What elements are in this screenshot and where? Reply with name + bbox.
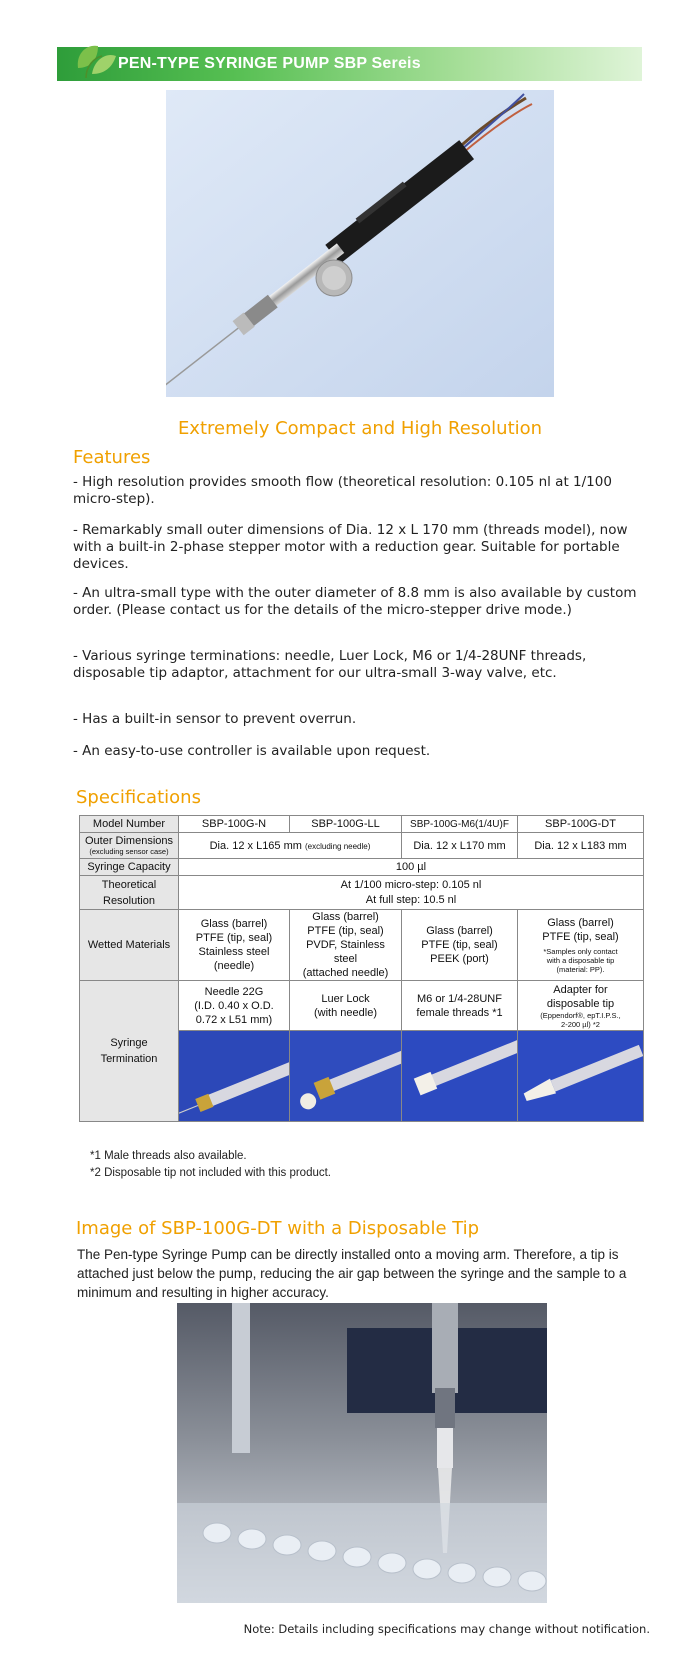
needle-photo-cell (179, 1031, 290, 1122)
termination-line: M6 or 1/4-28UNF (417, 992, 502, 1005)
wetted-line: PVDF, Stainless (306, 939, 385, 951)
outer-dim-note: (excluding needle) (305, 841, 371, 851)
wetted-m6 (402, 910, 518, 981)
wetted-line: Glass (barrel) (200, 918, 268, 930)
wetted-line: Glass (barrel) (312, 911, 379, 923)
termination-dt (518, 981, 644, 1031)
resolution-full: At full step: 10.5 nl (365, 893, 457, 906)
feature-item: - Various syringe terminations: needle, Luer Lock, M6 or 1/4-28UNF threads, disposable tip adaptor, attachment for our ultra-small 3-way valve, etc. (73, 648, 587, 681)
termination-line: female threads *1 (416, 1006, 503, 1019)
label-outer: Outer Dimensions (84, 835, 174, 847)
label-outer-dimensions (80, 833, 179, 859)
table-row (80, 859, 644, 876)
label-termination: Syringe Termination (80, 981, 179, 1122)
feature-item: - Has a built-in sensor to prevent overrun. (73, 711, 357, 727)
threads-termination-photo (402, 1031, 517, 1121)
table-row (80, 816, 644, 833)
wetted-dt (518, 910, 644, 981)
label-capacity: Syringe Capacity (80, 859, 179, 876)
table-row (80, 910, 644, 981)
termination-dt-note: (Eppendorf®, epT.I.P.S., (540, 1010, 621, 1020)
label-wetted: Wetted Materials (80, 910, 179, 981)
model-cell: SBP-100G-M6(1/4U)F (402, 816, 518, 833)
label-outer-sub: (excluding sensor case) (89, 847, 169, 856)
wetted-dt-note: *Samples only contact (543, 947, 618, 956)
mounted-pump-photo (177, 1303, 547, 1603)
tagline: Extremely Compact and High Resolution (177, 418, 543, 439)
capacity-value: 100 µl (179, 859, 644, 876)
termination-line: Needle 22G (204, 985, 264, 998)
specifications-table (79, 815, 644, 1122)
outer-dim-dt: Dia. 12 x L183 mm (518, 833, 644, 859)
syringe-pump-photo (166, 90, 554, 397)
termination-m6 (402, 981, 518, 1031)
termination-line: disposable tip (546, 997, 615, 1010)
model-cell: SBP-100G-DT (518, 816, 644, 833)
wetted-line: PEEK (port) (430, 953, 489, 965)
wetted-ll (290, 910, 402, 981)
wetted-dt-note: (material: PP). (556, 965, 605, 974)
specifications-heading: Specifications (76, 787, 201, 808)
features-heading: Features (73, 447, 151, 468)
table-row (80, 876, 644, 910)
leaf-logo-icon (72, 38, 118, 84)
wetted-line: steel (333, 953, 358, 965)
m6-photo-cell (402, 1031, 518, 1122)
image-section-text: The Pen-type Syringe Pump can be directly installed onto a moving arm. Therefore, a tip is attached just below the pump, reducing the air gap between the syringe and the sample to a minimum and resulting in higher accuracy. (77, 1247, 627, 1300)
wetted-line: (attached needle) (302, 967, 389, 979)
feature-item: - High resolution provides smooth flow (theoretical resolution: 0.105 nl at 1/100 micro-step). (73, 474, 612, 507)
wetted-line: PTFE (tip, seal) (195, 932, 273, 944)
outer-dim-n-ll: Dia. 12 x L165 mm (209, 839, 302, 852)
termination-line: Adapter for (553, 983, 608, 996)
table-row (80, 833, 644, 859)
wetted-n (179, 910, 290, 981)
model-cell: SBP-100G-LL (290, 816, 402, 833)
resolution-cell (179, 876, 644, 910)
disclaimer-note: Note: Details including specifications may change without notification. (243, 1622, 650, 1636)
disposable-tip-termination-photo (518, 1031, 643, 1121)
wetted-line: Glass (barrel) (426, 925, 493, 937)
page-title: PEN-TYPE SYRINGE PUMP SBP Sereis (118, 55, 421, 72)
termination-line: (I.D. 0.40 x O.D. (194, 999, 274, 1012)
termination-ll (290, 981, 402, 1031)
wetted-line: PTFE (tip, seal) (542, 931, 619, 943)
resolution-micro: At 1/100 micro-step: 0.105 nl (340, 878, 482, 891)
termination-line: 0.72 x L51 mm) (195, 1013, 273, 1026)
feature-item: - Remarkably small outer dimensions of Dia. 12 x L 170 mm (threads model), now with a built-in 2-phase stepper motor with a reduction gear. Suitable for portable devices. (73, 522, 628, 572)
dt-photo-cell (518, 1031, 644, 1122)
footnote-1: *1 Male threads also available. (90, 1150, 247, 1162)
feature-item: - An easy-to-use controller is available upon request. (73, 743, 431, 759)
feature-item: - An ultra-small type with the outer diameter of 8.8 mm is also available by custom order. (Please contact us for the details of the micro-stepper drive mode.) (73, 585, 637, 618)
luer-lock-termination-photo (290, 1031, 401, 1121)
wetted-line: PTFE (tip, seal) (307, 925, 384, 937)
needle-termination-photo (179, 1031, 289, 1121)
termination-line: Luer Lock (321, 992, 370, 1005)
wetted-line: PTFE (tip, seal) (421, 939, 498, 951)
model-cell: SBP-100G-N (179, 816, 290, 833)
luer-photo-cell (290, 1031, 402, 1122)
outer-dim-cell (179, 833, 402, 859)
footnote-2: *2 Disposable tip not included with this product. (90, 1167, 332, 1179)
wetted-line: Glass (barrel) (547, 917, 614, 929)
wetted-dt-note: with a disposable tip (546, 956, 615, 965)
image-section-heading: Image of SBP-100G-DT with a Disposable Tip (76, 1218, 480, 1239)
wetted-line: (needle) (213, 960, 255, 972)
label-resolution: Theoretical Resolution (80, 876, 179, 910)
wetted-line: Stainless steel (198, 946, 270, 958)
table-row (80, 981, 644, 1031)
termination-n (179, 981, 290, 1031)
termination-line: (with needle) (314, 1006, 377, 1019)
label-model: Model Number (80, 816, 179, 833)
outer-dim-m6: Dia. 12 x L170 mm (402, 833, 518, 859)
termination-dt-note: 2-200 µl) *2 (561, 1019, 600, 1029)
